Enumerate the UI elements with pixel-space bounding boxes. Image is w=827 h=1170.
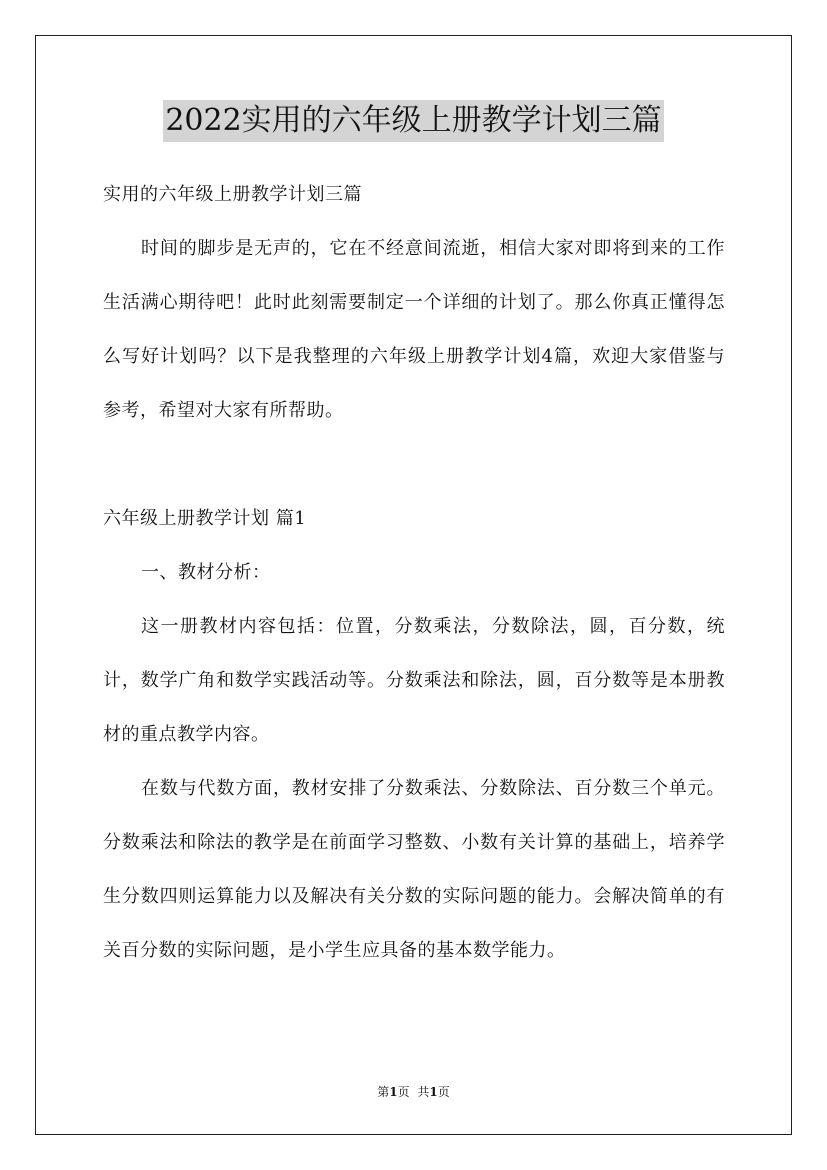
page-prefix: 第 xyxy=(377,1085,390,1099)
intro-paragraph: 时间的脚步是无声的，它在不经意间流逝，相信大家对即将到来的工作生活满心期待吧！此时此刻需要制定一个详细的计划了。那么你真正懂得怎么写好计划吗？以下是我整理的六年级上册教学计划4篇，欢迎大家借鉴与参考，希望对大家有所帮助。 xyxy=(103,238,725,421)
total-suffix: 页 xyxy=(437,1085,450,1099)
document-body xyxy=(103,168,725,978)
total-prefix: 共 xyxy=(417,1085,430,1099)
page-suffix: 页 xyxy=(397,1085,410,1099)
document-title: 2022实用的六年级上册教学计划三篇 xyxy=(163,100,663,142)
page-footer xyxy=(0,1083,827,1100)
document-subtitle: 实用的六年级上册教学计划三篇 xyxy=(103,184,362,205)
body-paragraph-1: 这一册教材内容包括：位置，分数乘法，分数除法，圆，百分数，统计，数学广角和数学实践活动等。分数乘法和除法，圆，百分数等是本册教材的重点教学内容。 xyxy=(103,616,725,745)
title-container xyxy=(0,100,827,142)
body-paragraph-2: 在数与代数方面，教材安排了分数乘法、分数除法、百分数三个单元。分数乘法和除法的教学是在前面学习整数、小数有关计算的基础上，培养学生分数四则运算能力以及解决有关分数的实际问题的能力。会解决简单的有关百分数的实际问题，是小学生应具备的基本数学能力。 xyxy=(103,778,725,961)
part-heading: 一、教材分析： xyxy=(141,562,271,583)
page-number: 1 xyxy=(389,1085,398,1099)
total-pages: 1 xyxy=(429,1085,438,1099)
section-heading: 六年级上册教学计划 篇1 xyxy=(103,508,307,529)
blank-line xyxy=(103,438,725,492)
